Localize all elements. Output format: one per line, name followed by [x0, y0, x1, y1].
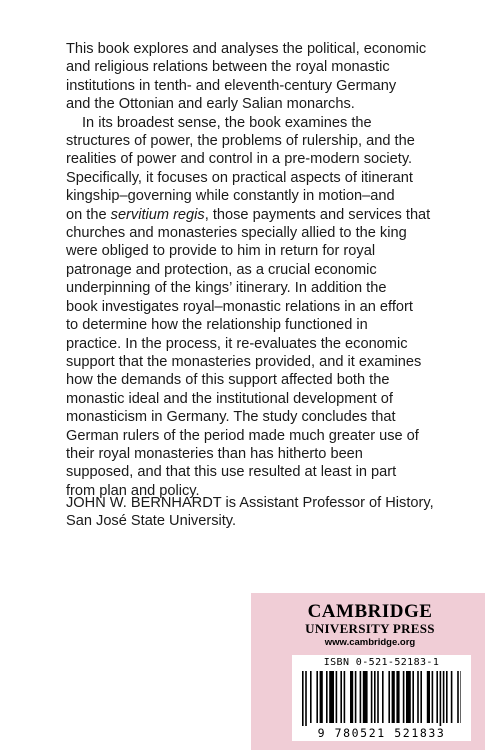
blurb-p2-line-post: , those payments and services that — [204, 206, 431, 223]
barcode-bar — [392, 671, 395, 723]
barcode-panel — [292, 655, 471, 741]
blurb-p1-line: and religious relations between the royal monastic — [66, 59, 390, 76]
publisher-press: UNIVERSITY PRESS — [305, 621, 435, 636]
blurb-p2-line: to determine how the relationship functioned in — [66, 317, 368, 334]
blurb-p2-line: support that the monasteries provided, and it examines — [66, 353, 422, 370]
barcode-bar — [432, 671, 434, 723]
blurb-p1-line: This book explores and analyses the political, economic — [66, 41, 427, 57]
barcode-bar — [451, 671, 453, 723]
barcode-bar — [403, 671, 405, 723]
barcode-bar — [460, 671, 461, 723]
barcode-bar — [350, 671, 353, 723]
blurb-p2-line-pre: on the — [66, 206, 111, 223]
barcode-bar — [412, 671, 414, 723]
barcode-bar — [355, 671, 357, 723]
barcode-bar — [329, 671, 334, 723]
blurb — [66, 40, 456, 500]
blurb-p2-line: structures of power, the problems of rulership, and the — [66, 133, 415, 150]
blurb-p2-line: practice. In the process, it re-evaluates the economic — [66, 335, 408, 352]
blurb-p2-line: underpinning of the kings’ itinerary. In addition the — [66, 280, 387, 297]
blurb-p1-line: and the Ottonian and early Salian monarchs. — [66, 96, 355, 113]
publisher-url: www.cambridge.org — [324, 637, 416, 648]
barcode-bar — [316, 671, 318, 723]
blurb-p2-line: monastic ideal and the institutional development of — [66, 390, 393, 407]
barcode-bar — [457, 671, 459, 723]
blurb-paragraph-1 — [66, 40, 456, 114]
barcode-bar — [388, 671, 390, 723]
blurb-p2-line: German rulers of the period made much greater use of — [66, 427, 419, 444]
barcode-bar — [406, 671, 411, 723]
blurb-p2-line: from plan and policy. — [66, 482, 200, 499]
barcode-bar — [326, 671, 328, 723]
barcode-bar — [440, 671, 442, 726]
barcode-bar — [371, 671, 373, 723]
barcode-bar — [446, 671, 448, 723]
barcode-bar — [417, 671, 419, 723]
barcode-bar — [310, 671, 312, 723]
barcode-bar — [340, 671, 342, 723]
blurb-p2-line: supposed, and that this use resulted at least in part — [66, 464, 397, 481]
blurb-p2-line: monasticism in Germany. The study concludes that — [66, 409, 396, 426]
author-bio-line: San José State University. — [66, 513, 237, 530]
blurb-p2-line: book investigates royal–monastic relations in an effort — [66, 298, 413, 315]
blurb-p2-line: Specifically, it focuses on practical aspects of itinerant — [66, 169, 413, 186]
barcode-bar — [396, 671, 399, 723]
barcode-icon — [302, 671, 461, 726]
barcode-bar — [320, 671, 323, 723]
isbn-label: ISBN 0-521-52183-1 — [323, 657, 440, 668]
barcode-bar — [382, 671, 384, 723]
blurb-p2-line: were obliged to provide to him in return for royal — [66, 243, 376, 260]
blurb-p2-line: realities of power and control in a pre-modern society. — [66, 151, 413, 168]
barcode-bar — [436, 671, 438, 723]
publisher-name: CAMBRIDGE — [307, 601, 433, 622]
barcode-bar — [427, 671, 430, 723]
author-bio — [66, 494, 466, 531]
barcode-bar — [363, 671, 368, 723]
author-bio-line: JOHN W. BERNHARDT is Assistant Professor of History, — [66, 495, 434, 511]
barcode-bar — [377, 671, 379, 723]
servitium-regis-term: servitium regis — [110, 206, 205, 223]
barcode-bar — [420, 671, 422, 723]
barcode-bar — [336, 671, 338, 723]
blurb-p2-line: In its broadest sense, the book examines the — [82, 114, 372, 131]
blurb-p2-line: how the demands of this support affected both the — [66, 372, 390, 389]
blurb-p2-line: kingship–governing while constantly in motion–and — [66, 188, 395, 205]
barcode-bar — [344, 671, 346, 723]
blurb-p2-line: their royal monasteries than has hitherto been — [66, 445, 363, 462]
ean-digits: 9 780521 521833 — [317, 726, 446, 740]
barcode-bar — [302, 671, 304, 726]
barcode-bar — [360, 671, 362, 723]
barcode-bar — [443, 671, 445, 723]
blurb-p1-line: institutions in tenth- and eleventh-century Germany — [66, 77, 397, 94]
blurb-paragraph-2 — [66, 114, 456, 501]
blurb-p2-line: patronage and protection, as a crucial economic — [66, 261, 377, 278]
blurb-p2-line: churches and monasteries specially allied to the king — [66, 225, 407, 242]
barcode-bar — [374, 671, 376, 723]
barcode-bar — [305, 671, 307, 726]
